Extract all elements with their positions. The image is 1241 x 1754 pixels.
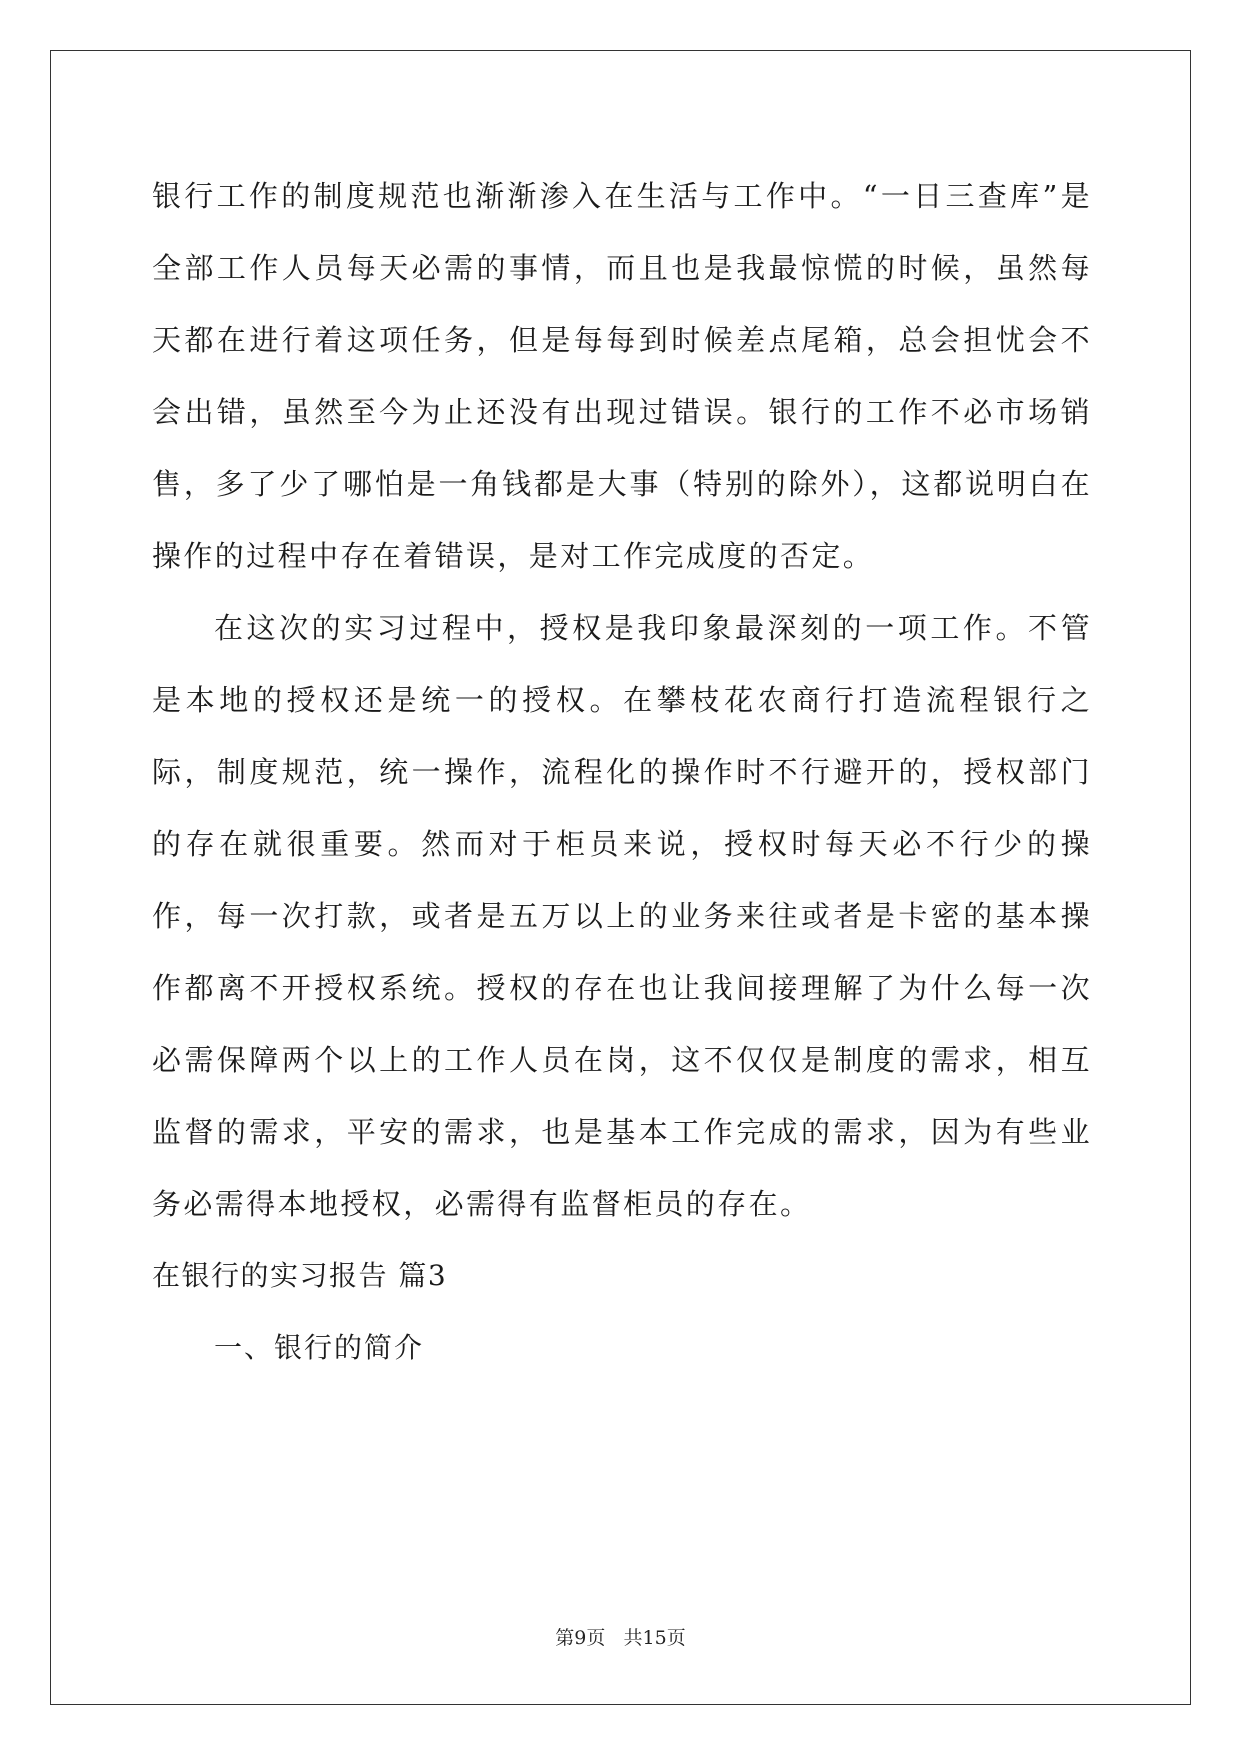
page-number: 第9页 <box>555 1627 606 1649</box>
document-body <box>152 160 1092 1384</box>
subsection-title: 一、银行的简介 <box>214 1331 425 1364</box>
paragraph-authorization: 在这次的实习过程中，授权是我印象最深刻的一项工作。不管是本地的授权还是统一的授权。在攀枝花农商行打造流程银行之际，制度规范，统一操作，流程化的操作时不行避开的，授权部门的存在就很重要。然而对于柜员来说，授权时每天必不行少的操作，每一次打款，或者是五万以上的业务来往或者是卡密的基本操作都离不开授权系统。授权的存在也让我间接理解了为什么每一次必需保障两个以上的工作人员在岗，这不仅仅是制度的需求，相互监督的需求，平安的需求，也是基本工作完成的需求，因为有些业务必需得本地授权，必需得有监督柜员的存在。 <box>152 611 1092 1221</box>
total-pages: 共15页 <box>623 1627 686 1649</box>
page-footer <box>0 1623 1241 1650</box>
section-title: 在银行的实习报告 篇3 <box>152 1259 448 1292</box>
paragraph-rules: 银行工作的制度规范也渐渐渗入在生活与工作中。“一日三查库”是全部工作人员每天必需的事情，而且也是我最惊慌的时候，虽然每天都在进行着这项任务，但是每每到时候差点尾箱，总会担忧会不会出错，虽然至今为止还没有出现过错误。银行的工作不必市场销售，多了少了哪怕是一角钱都是大事（特别的除外），这都说明白在操作的过程中存在着错误，是对工作完成度的否定。 <box>152 179 1092 573</box>
